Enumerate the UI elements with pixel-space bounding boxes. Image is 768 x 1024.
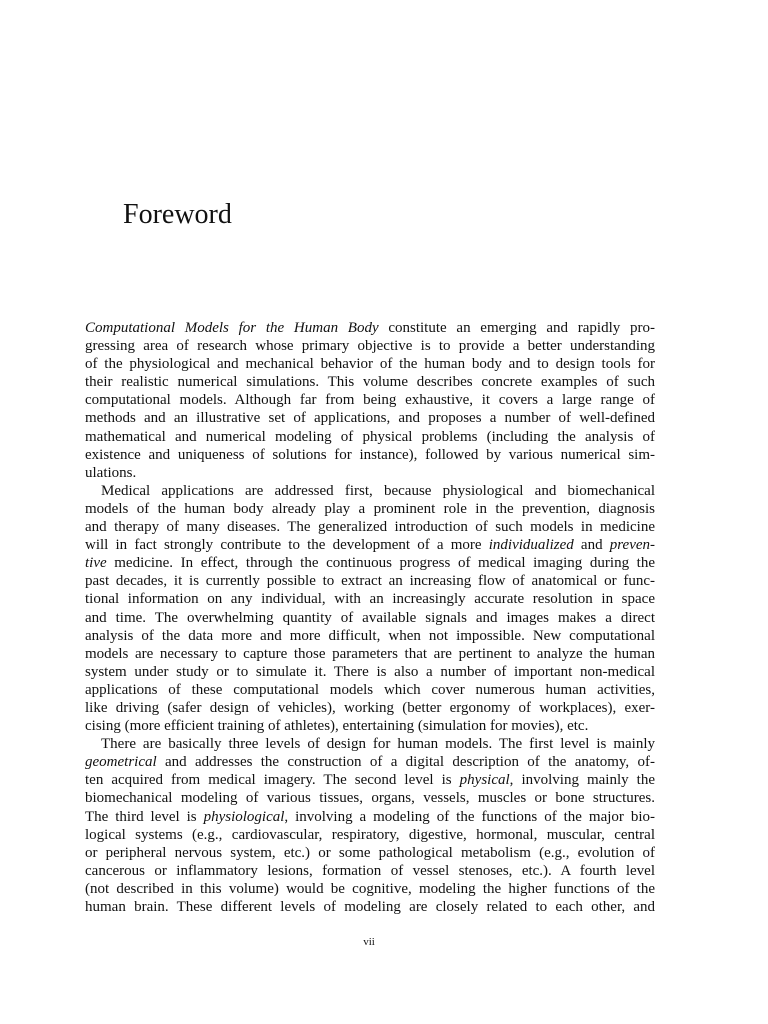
italic-text: preven- — [609, 537, 655, 554]
text-line — [85, 536, 655, 554]
text-line — [85, 609, 655, 627]
text-run: Medical applications are addressed first, because physiological and biomechanical — [101, 482, 655, 499]
foreword-body — [85, 319, 655, 916]
text-run: tional information on any individual, with an increasingly accurate resolution in space — [85, 591, 655, 608]
text-run: and therapy of many diseases. The generalized introduction of such models in medicine — [85, 519, 655, 536]
italic-text: Computational Models for the Human Body — [85, 320, 379, 336]
text-run: gressing area of research whose primary objective is to provide a better understanding — [85, 338, 655, 355]
text-run: The third level is — [85, 808, 204, 825]
text-run: computational models. Although far from being exhaustive, it covers a large range of — [85, 392, 655, 409]
text-line — [85, 518, 655, 536]
text-run: logical systems (e.g., cardiovascular, respiratory, digestive, hormonal, muscular, central — [85, 826, 655, 843]
text-line — [85, 627, 655, 645]
text-run: will in fact strongly contribute to the development of a more — [85, 537, 489, 554]
text-run: their realistic numerical simulations. This volume describes concrete examples of such — [85, 374, 655, 391]
text-line — [85, 554, 655, 572]
chapter-title: Foreword — [123, 199, 232, 230]
text-run: ulations. — [85, 464, 137, 481]
text-line — [85, 717, 655, 735]
text-run: medicine. In effect, through the continuous progress of medical imaging during the — [106, 555, 655, 572]
text-line — [85, 862, 655, 880]
text-line — [85, 391, 655, 409]
text-line — [85, 681, 655, 699]
text-run: biomechanical modeling of various tissues, organs, vessels, muscles or bone structures. — [85, 790, 655, 807]
italic-text: tive — [85, 555, 107, 572]
text-run: mathematical and numerical modeling of physical problems (including the analysis of — [85, 428, 655, 445]
text-run: analysis of the data more and more difficult, when not impossible. New computational — [85, 627, 655, 644]
text-run: or peripheral nervous system, etc.) or some pathological metabolism (e.g., evolution of — [85, 844, 655, 861]
text-run: methods and an illustrative set of applications, and proposes a number of well-defined — [85, 410, 655, 427]
text-run: , involving a modeling of the functions of the major bio- — [284, 808, 656, 825]
text-line — [85, 373, 655, 391]
text-run: past decades, it is currently possible to extract an increasing flow of anatomical or func- — [85, 573, 655, 590]
text-run: models of the human body already play a prominent role in the prevention, diagnosis — [85, 500, 655, 517]
text-run: models are necessary to capture those parameters that are pertinent to analyze the human — [85, 645, 655, 662]
text-line — [85, 500, 655, 518]
text-line — [85, 446, 655, 464]
text-line — [85, 337, 655, 355]
text-run: system under study or to simulate it. There is also a number of important non-medical — [85, 663, 655, 680]
text-line — [85, 826, 655, 844]
text-run: , involving mainly the — [509, 772, 655, 789]
italic-text: individualized — [488, 537, 574, 554]
text-line — [85, 898, 655, 916]
italic-text: geometrical — [85, 754, 157, 771]
text-run: (not described in this volume) would be cognitive, modeling the higher functions of the — [85, 880, 655, 897]
text-run: ten acquired from medical imagery. The second level is — [85, 772, 460, 789]
text-line — [85, 319, 655, 337]
text-line — [85, 409, 655, 427]
text-line — [85, 699, 655, 717]
italic-text: physical — [459, 772, 510, 789]
text-line — [85, 590, 655, 608]
text-line — [85, 572, 655, 590]
text-line — [85, 735, 655, 753]
text-line — [85, 428, 655, 446]
text-run: constitute an emerging and rapidly pro- — [378, 320, 655, 336]
text-line — [85, 808, 655, 826]
text-run: of the physiological and mechanical behavior of the human body and to design tools for — [85, 356, 655, 373]
text-run: There are basically three levels of design for human models. The first level is mainly — [101, 736, 655, 753]
text-run: like driving (safer design of vehicles), working (better ergonomy of workplaces), exer- — [85, 699, 655, 716]
text-run: existence and uniqueness of solutions for instance), followed by various numerical sim- — [85, 446, 655, 463]
text-line — [85, 645, 655, 663]
text-line — [85, 771, 655, 789]
text-line — [85, 464, 655, 482]
text-run: and time. The overwhelming quantity of available signals and images makes a direct — [85, 609, 655, 626]
text-run: and — [573, 537, 610, 554]
text-line — [85, 880, 655, 898]
text-line — [85, 844, 655, 862]
text-line — [85, 789, 655, 807]
text-run: applications of these computational models which cover numerous human activities, — [85, 681, 655, 698]
text-line — [85, 355, 655, 373]
italic-text: physiological — [203, 808, 285, 825]
text-run: cancerous or inflammatory lesions, formation of vessel stenoses, etc.). A fourth level — [85, 862, 655, 879]
text-line — [85, 482, 655, 500]
text-run: cising (more efficient training of athletes), entertaining (simulation for movies), etc. — [85, 718, 589, 735]
text-run: human brain. These different levels of modeling are closely related to each other, and — [85, 899, 655, 915]
text-line — [85, 663, 655, 681]
text-run: and addresses the construction of a digital description of the anatomy, of- — [156, 754, 655, 771]
page-number: vii — [363, 936, 375, 948]
text-line — [85, 753, 655, 771]
